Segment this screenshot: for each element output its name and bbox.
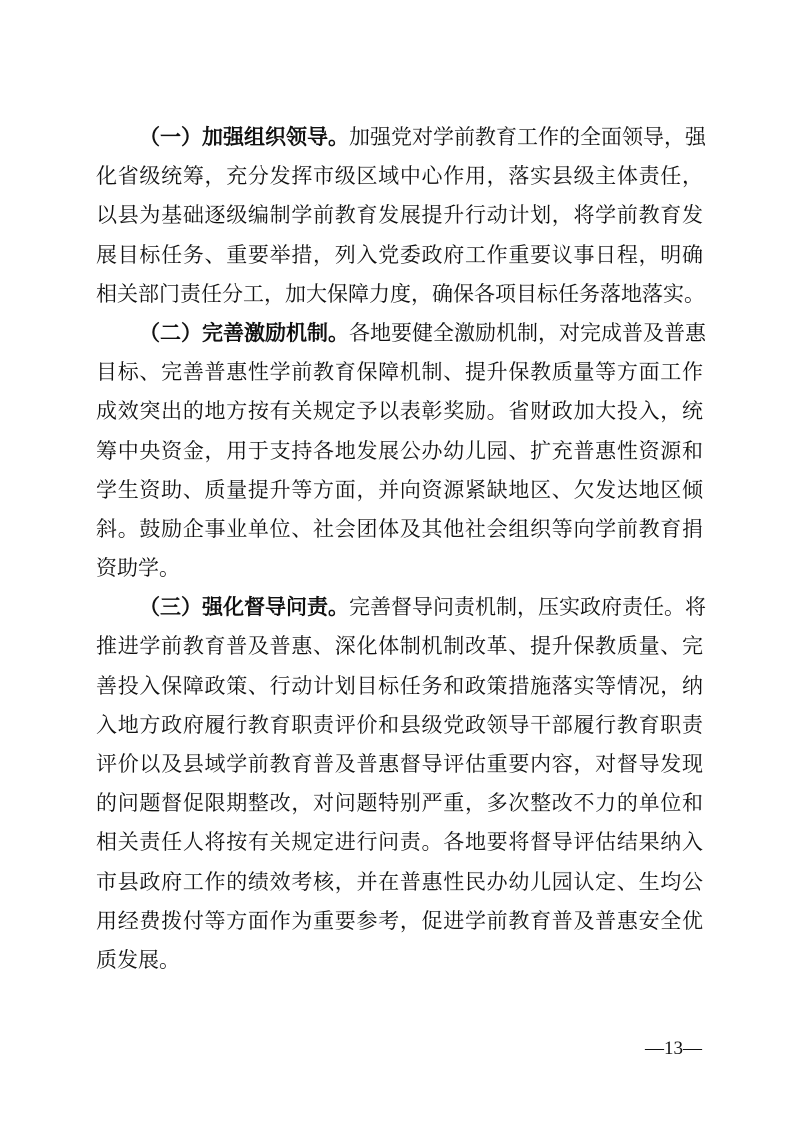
paragraph-line: 筹中央资金，用于支持各地发展公办幼儿园、扩充普惠性资源和 xyxy=(96,438,703,463)
section-supervision-accountability xyxy=(96,588,706,980)
paragraph-line: 展目标任务、重要举措，列入党委政府工作重要议事日程，明确 xyxy=(96,242,703,267)
page-number: —13— xyxy=(645,1038,702,1059)
paragraph-line xyxy=(96,314,706,353)
paragraph-line: 入地方政府履行教育职责评价和县级党政领导干部履行教育职责 xyxy=(96,712,703,737)
section-heading: （二）完善激励机制。 xyxy=(139,320,349,345)
section-heading: （三）强化督导问责。 xyxy=(139,595,349,620)
paragraph-line: 成效突出的地方按有关规定予以表彰奖励。省财政加大投入，统 xyxy=(96,399,703,424)
section-heading: （一）加强组织领导。 xyxy=(139,125,349,149)
paragraph-line xyxy=(96,588,706,627)
paragraph-text: 完善督导问责机制，压实政府责任。将 xyxy=(349,595,706,620)
section-incentive-mechanism xyxy=(96,314,706,588)
paragraph-line: 的问题督促限期整改，对问题特别严重，多次整改不力的单位和 xyxy=(96,791,703,816)
section-organization-leadership xyxy=(96,118,706,314)
paragraph-line: 市县政府工作的绩效考核，并在普惠性民办幼儿园认定、生均公 xyxy=(96,869,703,894)
paragraph-line: 资助学。 xyxy=(96,556,180,581)
paragraph-line: 用经费拨付等方面作为重要参考，促进学前教育普及普惠安全优 xyxy=(96,908,703,933)
paragraph-line: 相关部门责任分工，加大保障力度，确保各项目标任务落地落实。 xyxy=(96,281,705,306)
paragraph-line xyxy=(96,118,706,157)
paragraph-line: 化省级统筹，充分发挥市级区域中心作用，落实县级主体责任， xyxy=(96,164,703,189)
paragraph-line: 评价以及县域学前教育普及普惠督导评估重要内容，对督导发现 xyxy=(96,752,703,776)
paragraph-text: 加强党对学前教育工作的全面领导，强 xyxy=(349,125,706,149)
paragraph-line: 以县为基础逐级编制学前教育发展提升行动计划，将学前教育发 xyxy=(96,203,703,228)
paragraph-line: 质发展。 xyxy=(96,947,180,972)
paragraph-line: 相关责任人将按有关规定进行问责。各地要将督导评估结果纳入 xyxy=(96,830,703,855)
document-body xyxy=(96,118,706,980)
paragraph-line: 学生资助、质量提升等方面，并向资源紧缺地区、欠发达地区倾 xyxy=(96,477,703,502)
paragraph-line: 推进学前教育普及普惠、深化体制机制改革、提升保教质量、完 xyxy=(96,634,703,659)
paragraph-line: 斜。鼓励企事业单位、社会团体及其他社会组织等向学前教育捐 xyxy=(96,516,703,541)
paragraph-line: 善投入保障政策、行动计划目标任务和政策措施落实等情况，纳 xyxy=(96,673,703,698)
paragraph-line: 目标、完善普惠性学前教育保障机制、提升保教质量等方面工作 xyxy=(96,360,703,385)
paragraph-text: 各地要健全激励机制，对完成普及普惠 xyxy=(349,320,706,345)
